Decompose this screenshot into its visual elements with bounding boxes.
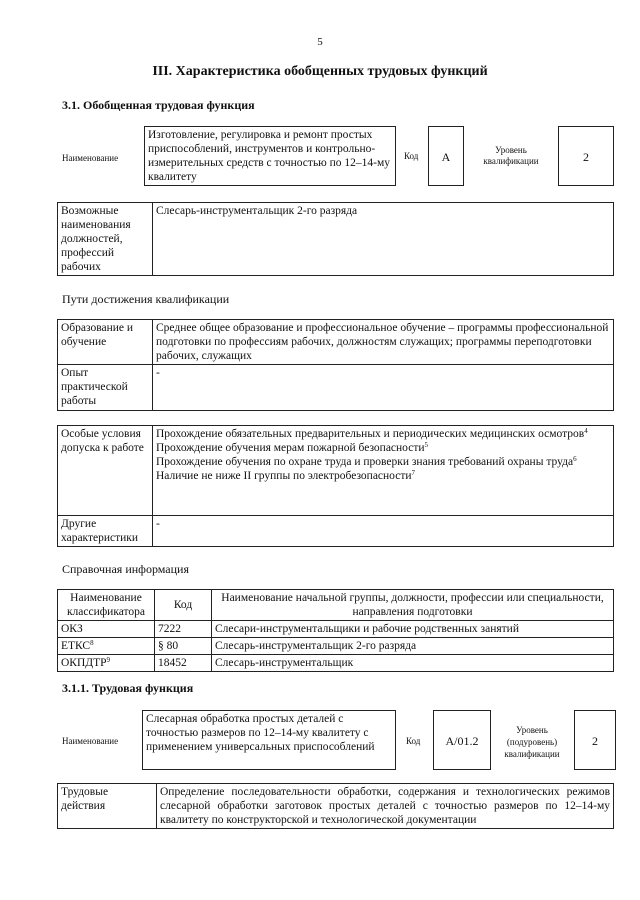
reference-heading: Справочная информация (62, 562, 189, 576)
actions-table (57, 783, 614, 829)
conditions-label: Особые условия допуска к работе (58, 426, 153, 516)
experience-label: Опыт практической работы (58, 365, 153, 411)
tf-level-label: Уровень (подуровень) квалификации (504, 725, 560, 759)
gtf-code-value: А (428, 126, 464, 186)
row-classifier: ЕТКС$^8$ (58, 638, 155, 655)
row-code: § 80 (155, 638, 212, 655)
table-row (58, 638, 614, 655)
gtf-name-value: Изготовление, регулировка и ремонт простых приспособлений, инструментов и контрольно-измерительных средств с точностью по 12–14-му квалитету (144, 126, 396, 186)
row-name: Слесарь-инструментальщик (212, 655, 614, 672)
gtf-name-label: Наименование (62, 153, 119, 163)
condition-item: Прохождение обязательных предварительных и периодических медицинских осмотров$^4$ (156, 427, 588, 440)
row-classifier: ОКЗ (58, 621, 155, 638)
tf-code-label: Код (406, 736, 421, 746)
actions-value: Определение последовательности обработки, содержания и технологических режимов слесарной обработки заготовок простых деталей с точностью размеров по 12–14-му квалитету по конструкторской и технологической документации (157, 784, 614, 829)
row-code: 7222 (155, 621, 212, 638)
col-code-header: Код (155, 590, 212, 621)
other-value: - (153, 516, 614, 547)
positions-table (57, 202, 614, 276)
tf-name-value: Слесарная обработка простых деталей с точностью размеров по 12–14-му квалитету с применением универсальных приспособлений (142, 710, 396, 770)
education-label: Образование и обучение (58, 320, 153, 365)
positions-value: Слесарь-инструментальщик 2-го разряда (153, 203, 614, 276)
gtf-level-value: 2 (558, 126, 614, 186)
conditions-list (153, 426, 614, 516)
table-row (58, 655, 614, 672)
tf-heading: 3.1.1. Трудовая функция (62, 681, 194, 695)
positions-label: Возможные наименования должностей, профессий рабочих (58, 203, 153, 276)
gtf-code-label: Код (404, 151, 419, 161)
col-name-header: Наименование начальной группы, должности, профессии или специальности, направления подготовки (212, 590, 614, 621)
reference-table (57, 589, 614, 672)
section-title: III. Характеристика обобщенных трудовых функций (152, 64, 488, 79)
paths-heading: Пути достижения квалификации (62, 292, 230, 306)
condition-item: Прохождение обучения мерам пожарной безопасности$^5$ (156, 441, 429, 454)
gtf-level-label: Уровень квалификации (483, 145, 539, 166)
other-label: Другие характеристики (58, 516, 153, 547)
condition-item: Прохождение обучения по охране труда и проверки знания требований охраны труда$^6$ (156, 455, 577, 468)
conditions-table (57, 425, 614, 547)
condition-item: Наличие не ниже II группы по электробезопасности$^7$ (156, 469, 416, 482)
row-classifier: ОКПДТР$^9$ (58, 655, 155, 672)
actions-label: Трудовые действия (58, 784, 157, 829)
row-code: 18452 (155, 655, 212, 672)
experience-value: - (153, 365, 614, 411)
page-number: 5 (317, 36, 323, 48)
tf-name-label: Наименование (62, 736, 119, 746)
tf-level-value: 2 (574, 710, 616, 770)
row-name: Слесари-инструментальщики и рабочие родственных занятий (212, 621, 614, 638)
paths-table (57, 319, 614, 411)
table-row (58, 621, 614, 638)
col-classifier-header: Наименование классификатора (58, 590, 155, 621)
education-value: Среднее общее образование и профессиональное обучение – программы профессиональной подготовки по профессиям рабочих, должностям служащих; программы переподготовки рабочих, служащих (153, 320, 614, 365)
gtf-heading: 3.1. Обобщенная трудовая функция (62, 98, 255, 112)
row-name: Слесарь-инструментальщик 2-го разряда (212, 638, 614, 655)
tf-code-value: А/01.2 (433, 710, 491, 770)
